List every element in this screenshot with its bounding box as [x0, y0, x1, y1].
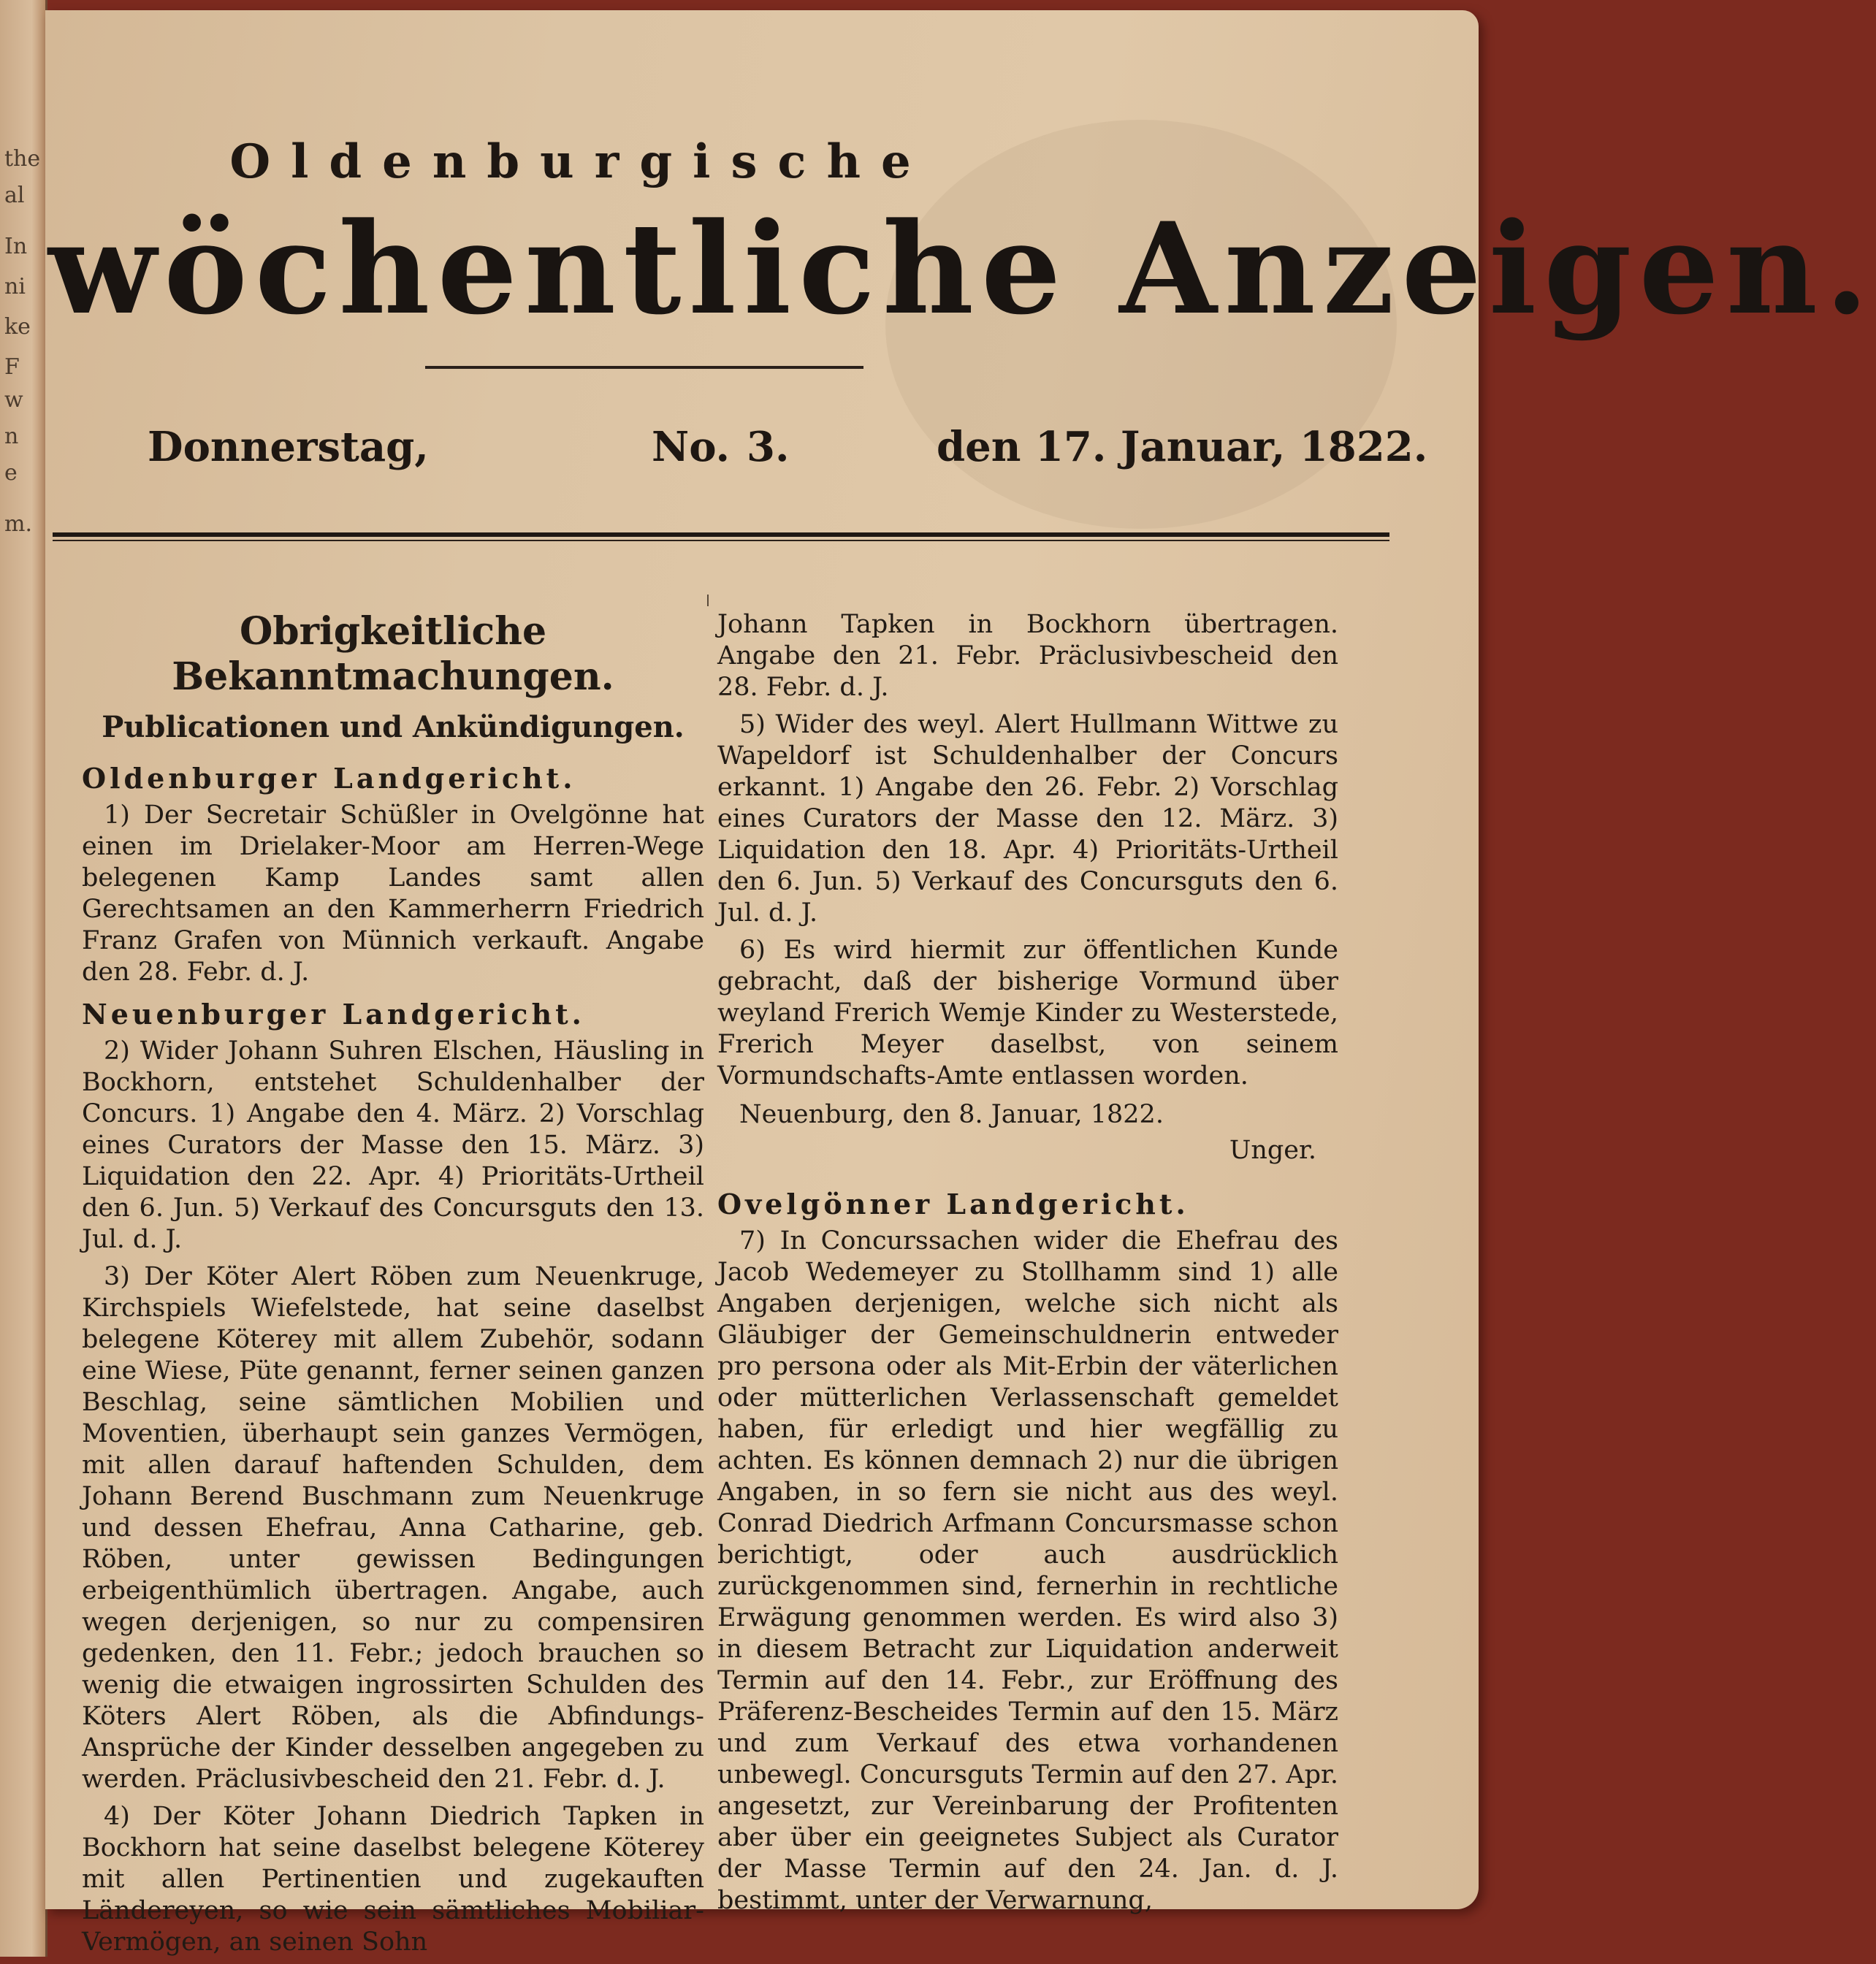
edge-fragment: In	[4, 234, 28, 259]
masthead-title: wöchentliche Anzeigen.	[48, 194, 1876, 343]
edge-fragment: n	[4, 424, 19, 449]
edge-fragment: m.	[4, 511, 32, 537]
column-divider-mark	[707, 595, 709, 606]
newspaper-page	[45, 10, 1876, 1957]
court-heading-ovelgoenne: Ovelgönner Landgericht.	[717, 1188, 1189, 1220]
issue-date: den 17. Januar, 1822.	[937, 423, 1428, 471]
issue-number: 3.	[747, 423, 790, 471]
issue-weekday: Donnerstag,	[148, 423, 429, 471]
notice-1: 1) Der Secretair Schüßler in Ovelgönne hat einen im Drielaker-Moor am Herren-Wege belegenen Kamp Landes samt allen Gerechtsamen an den Kammerherrn Friedrich Franz Grafen von Münnich verkauft. Angabe den 28. Febr. d. J.	[82, 800, 704, 987]
notice-4: 4) Der Köter Johann Diedrich Tapken in Bockhorn hat seine daselbst belegene Köterey mit allen Pertinentien und zugekauften Ländereyen, so wie sein sämtliches Mobiliar-Vermögen, an seinen Sohn	[82, 1802, 704, 1957]
notice-3: 3) Der Köter Alert Röben zum Neuenkruge, Kirchspiels Wiefelstede, hat seine daselbst belegene Köterey mit allem Zubehör, sodann eine Wiese, Püte genannt, ferner seinen ganzen Beschlag, seine sämtlichen Mobilien und Moventien, überhaupt sein ganzes Vermögen, mit allen darauf haftenden Schulden, dem Johann Berend Buschmann zum Neuenkruge und dessen Ehefrau, Anna Catharine, geb. Röben, unter gewissen Bedingungen erbeigenthümlich übertragen. Angabe, auch wegen derjenigen, so nur zu compensiren gedenken, den 11. Febr.; jedoch brauchen so wenig die etwaigen ingrossirten Schulden des Köters Alert Röben, als die Abfindungs-Ansprüche der Kinder desselben angegeben zu werden. Präclusivbescheid den 21. Febr. d. J.	[82, 1262, 704, 1794]
edge-fragment: ni	[4, 274, 26, 299]
notice-2: 2) Wider Johann Suhren Elschen, Häusling in Bockhorn, entstehet Schuldenhalber der Concurs. 1) Angabe den 4. März. 2) Vorschlag eines Curators der Masse den 15. März. 3) Liquidation den 22. Apr. 4) Prioritäts-Urtheil den 6. Jun. 5) Verkauf des Concursguts den 13. Jul. d. J.	[82, 1036, 704, 1254]
edge-fragment: al	[4, 183, 25, 208]
dateline: Neuenburg, den 8. Januar, 1822.	[739, 1100, 1164, 1129]
issue-line	[148, 423, 1428, 481]
issue-number-label: No.	[652, 423, 731, 471]
edge-fragment: ke	[4, 314, 31, 340]
section-subheading: Publicationen und Ankündigungen.	[102, 710, 685, 744]
court-heading-oldenburg: Oldenburger Landgericht.	[82, 762, 576, 795]
left-column	[82, 609, 704, 1964]
section-heading: Obrigkeitliche Bekanntmachungen.	[172, 609, 614, 699]
edge-fragment: w	[4, 387, 23, 413]
edge-fragment: e	[4, 460, 18, 486]
notice-7: 7) In Concurssachen wider die Ehefrau des Jacob Wedemeyer zu Stollhamm sind 1) alle Angaben derjenigen, welche sich nicht als Gläubiger der Gemeinschuldnerin entweder pro persona oder als Mit-Erbin der väterlichen oder mütterlichen Verlassenschaft gemeldet haben, für erledigt und hier wegfällig zu achten. Es können demnach 2) nur die übrigen Angaben, in so fern sie nicht aus des weyl. Conrad Diedrich Arfmann Concursmasse schon berichtigt, oder auch ausdrücklich zurückgenommen sind, fernerhin in rechtliche Erwägung genommen werden. Es wird also 3) in diesem Betracht zur Liquidation anderweit Termin auf den 14. Febr., zur Eröffnung des Präferenz-Bescheides Termin auf den 15. März und zum Verkauf des etwa vorhandenen unbewegl. Concursguts Termin auf den 27. Apr. angesetzt, zur Vereinbarung der Profitenten aber über ein geeignetes Subject als Curator der Masse Termin auf den 24. Jan. d. J. bestimmt, unter der Verwarnung,	[717, 1226, 1338, 1915]
signature: Unger.	[1229, 1136, 1316, 1165]
notice-6: 6) Es wird hiermit zur öffentlichen Kunde gebracht, daß der bisherige Vormund über weyland Frerich Wemje Kinder zu Westerstede, Frerich Meyer daselbst, von seinem Vormundschafts-Amte entlassen worden.	[717, 936, 1338, 1090]
header-rule	[53, 532, 1389, 537]
edge-fragment: F	[4, 354, 20, 380]
masthead-rule	[425, 366, 863, 369]
notice-4-continued: Johann Tapken in Bockhorn übertragen. Angabe den 21. Febr. Präclusivbescheid den 28. Febr. d. J.	[717, 610, 1338, 702]
header-rule-thin	[53, 540, 1389, 541]
masthead-subtitle: Oldenburgische	[229, 134, 931, 189]
notice-5: 5) Wider des weyl. Alert Hullmann Wittwe zu Wapeldorf ist Schuldenhalber der Concurs erkannt. 1) Angabe den 26. Febr. 2) Vorschlag eines Curators der Masse den 12. März. 3) Liquidation den 18. Apr. 4) Prioritäts-Urtheil den 6. Jun. 5) Verkauf des Concursguts den 6. Jul. d. J.	[717, 710, 1338, 928]
edge-fragment: the	[4, 146, 41, 172]
previous-page-edge	[0, 0, 47, 1957]
court-heading-neuenburg: Neuenburger Landgericht.	[82, 998, 585, 1031]
right-column	[717, 609, 1338, 1922]
